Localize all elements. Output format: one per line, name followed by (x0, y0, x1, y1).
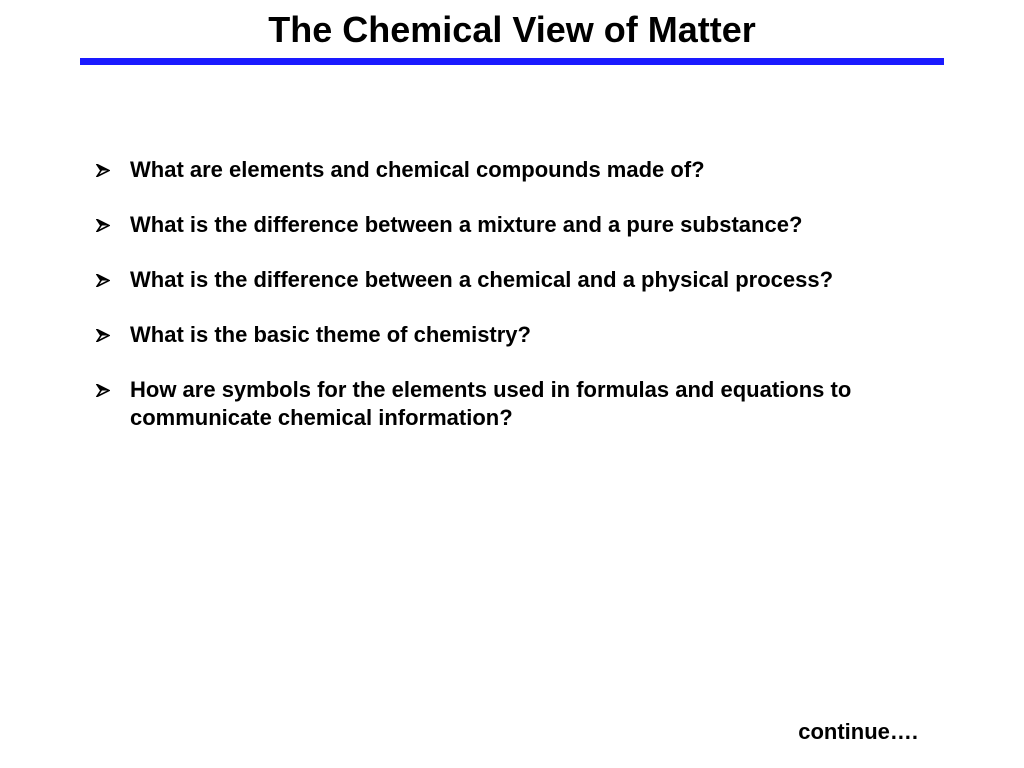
bullet-text: What are elements and chemical compounds made of? (130, 157, 705, 182)
list-item (96, 211, 996, 239)
list-item (96, 321, 996, 349)
bullet-text: What is the difference between a chemical and a physical process? (130, 267, 834, 292)
slide-title: The Chemical View of Matter (268, 9, 756, 50)
list-item (96, 376, 996, 432)
list-item (96, 156, 996, 184)
bullet-text: What is the difference between a mixture and a pure substance? (130, 212, 803, 237)
arrow-bullet-icon (96, 156, 116, 184)
list-item (96, 266, 996, 294)
continue-label: continue…. (798, 719, 918, 744)
title-underline (80, 58, 944, 65)
arrow-bullet-icon (96, 211, 116, 239)
arrow-bullet-icon (96, 266, 116, 294)
bullet-list (96, 156, 996, 459)
bullet-text: What is the basic theme of chemistry? (130, 322, 531, 347)
arrow-bullet-icon (96, 376, 116, 404)
arrow-bullet-icon (96, 321, 116, 349)
bullet-text: How are symbols for the elements used in formulas and equations to communicate chemical information? (130, 377, 852, 430)
